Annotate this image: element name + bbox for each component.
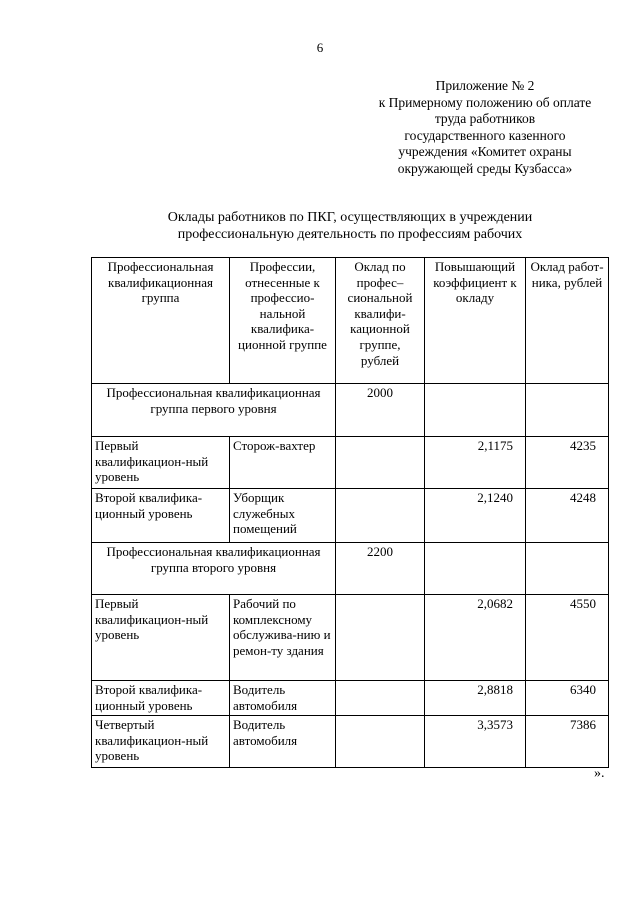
header-employee-salary: Оклад работ-ника, рублей <box>526 258 609 384</box>
empty-cell <box>526 543 609 595</box>
profession-cell: Водитель автомобиля <box>230 681 336 716</box>
table-row <box>92 595 609 681</box>
appendix-line: Приложение № 2 <box>435 78 535 93</box>
appendix-line: к Примерному положению об оплате <box>378 94 592 110</box>
appendix-header <box>350 78 620 177</box>
group-row <box>92 543 609 595</box>
level-cell: Четвертый квалификацион-ный уровень <box>92 716 230 768</box>
page-number: 6 <box>316 40 324 55</box>
coefficient-cell: 2,1175 <box>425 437 526 489</box>
table-header-row <box>92 258 609 384</box>
employee-salary-cell: 7386 <box>526 716 609 768</box>
level-cell: Второй квалифика-ционный уровень <box>92 681 230 716</box>
employee-salary-cell: 4248 <box>526 489 609 543</box>
group-salary: 2000 <box>336 384 425 437</box>
coefficient-cell: 3,3573 <box>425 716 526 768</box>
appendix-line: окружающей среды Кузбасса» <box>397 160 573 176</box>
employee-salary-cell: 6340 <box>526 681 609 716</box>
header-group-salary: Оклад по профес–сиональной квалифи-кационной группе, рублей <box>336 258 425 384</box>
empty-cell <box>336 681 425 716</box>
table-title-line: профессиональную деятельность по профессиям рабочих <box>177 227 523 242</box>
profession-cell: Сторож-вахтер <box>230 437 336 489</box>
empty-cell <box>425 384 526 437</box>
coefficient-cell: 2,8818 <box>425 681 526 716</box>
group-salary: 2200 <box>336 543 425 595</box>
level-cell: Первый квалификацион-ный уровень <box>92 595 230 681</box>
coefficient-cell: 2,1240 <box>425 489 526 543</box>
table-row <box>92 437 609 489</box>
employee-salary-cell: 4550 <box>526 595 609 681</box>
coefficient-cell: 2,0682 <box>425 595 526 681</box>
header-professions: Профессии, отнесенные к профессио-нальной квалифика-ционной группе <box>230 258 336 384</box>
empty-cell <box>336 489 425 543</box>
empty-cell <box>425 543 526 595</box>
table-row <box>92 681 609 716</box>
profession-cell: Водитель автомобиля <box>230 716 336 768</box>
table-row <box>92 716 609 768</box>
employee-salary-cell: 4235 <box>526 437 609 489</box>
level-cell: Второй квалифика-ционный уровень <box>92 489 230 543</box>
group-name: Профессиональная квалификационная группа второго уровня <box>92 543 336 595</box>
table-title <box>95 209 605 243</box>
empty-cell <box>336 716 425 768</box>
empty-cell <box>336 437 425 489</box>
group-name: Профессиональная квалификационная группа первого уровня <box>92 384 336 437</box>
table-row <box>92 489 609 543</box>
table-title-line: Оклады работников по ПКГ, осуществляющих в учреждении <box>167 210 533 225</box>
empty-cell <box>526 384 609 437</box>
level-cell: Первый квалификацион-ный уровень <box>92 437 230 489</box>
group-row <box>92 384 609 437</box>
profession-cell: Рабочий по комплексному обслужива-нию и ремон-ту здания <box>230 595 336 681</box>
appendix-line: государственного казенного <box>404 127 566 143</box>
appendix-line: учреждения «Комитет охраны <box>398 144 572 159</box>
header-qualification-group: Профессиональная квалификационная группа <box>92 258 230 384</box>
empty-cell <box>336 595 425 681</box>
header-coefficient: Повышающий коэффициент к окладу <box>425 258 526 384</box>
appendix-line: труда работников <box>434 111 536 126</box>
profession-cell: Уборщик служебных помещений <box>230 489 336 543</box>
closing-quote-mark: ». <box>594 766 605 781</box>
salary-table <box>91 257 609 768</box>
